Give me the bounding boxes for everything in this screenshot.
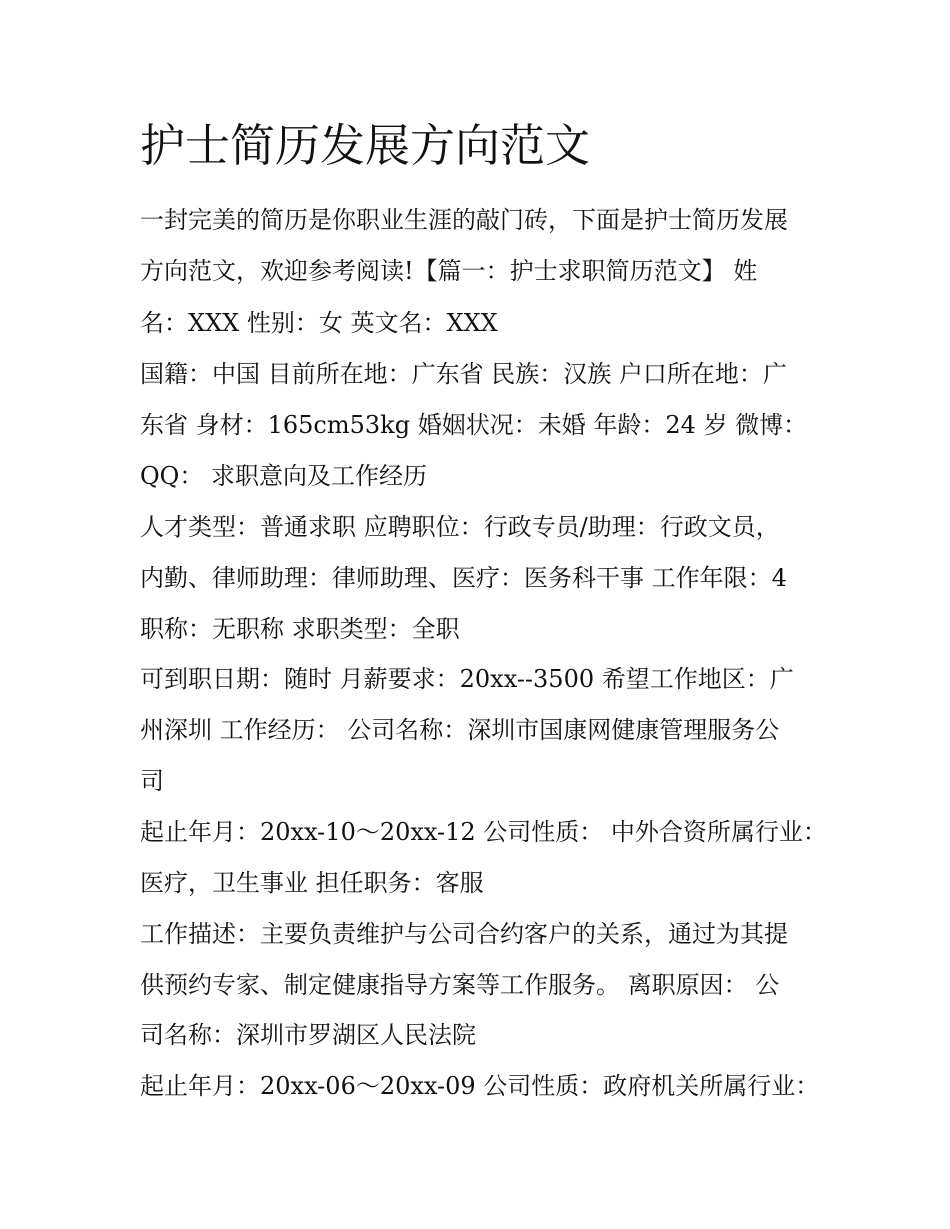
text-line: 起止年月：20xx-10～20xx-12 公司性质： 中外合资所属行业： — [140, 818, 827, 846]
document-title: 护士简历发展方向范文 — [140, 119, 591, 172]
text-line: 内勤、律师助理：律师助理、医疗：医务科干事 工作年限：4 — [140, 564, 787, 592]
text-line: 起止年月：20xx-06～20xx-09 公司性质：政府机关所属行业： — [140, 1072, 820, 1100]
text-line: 人才类型：普通求职 应聘职位：行政专员/助理：行政文员， — [140, 513, 780, 541]
text-line: 名：XXX 性别：女 英文名：XXX — [140, 309, 498, 337]
text-line: 方向范文，欢迎参考阅读!【篇一：护士求职简历范文】 姓 — [140, 257, 758, 285]
text-line: 司名称：深圳市罗湖区人民法院 — [140, 1021, 476, 1049]
text-line: QQ： 求职意向及工作经历 — [140, 462, 427, 490]
text-line: 工作描述：主要负责维护与公司合约客户的关系，通过为其提 — [140, 920, 788, 948]
text-line: 医疗，卫生事业 担任职务：客服 — [140, 869, 484, 897]
text-line: 供预约专家、制定健康指导方案等工作服务。 离职原因： 公 — [140, 971, 780, 999]
text-line: 东省 身材：165cm53kg 婚姻状况：未婚 年龄：24 岁 微博： — [140, 411, 808, 439]
text-line: 州深圳 工作经历： 公司名称：深圳市国康网健康管理服务公 — [140, 716, 780, 744]
text-line: 司 — [140, 767, 164, 795]
text-line: 可到职日期：随时 月薪要求：20xx--3500 希望工作地区：广 — [140, 665, 794, 693]
text-line: 职称：无职称 求职类型：全职 — [140, 615, 460, 643]
text-line: 国籍：中国 目前所在地：广东省 民族：汉族 户口所在地：广 — [140, 360, 787, 388]
text-line: 一封完美的简历是你职业生涯的敲门砖，下面是护士简历发展 — [140, 206, 788, 234]
